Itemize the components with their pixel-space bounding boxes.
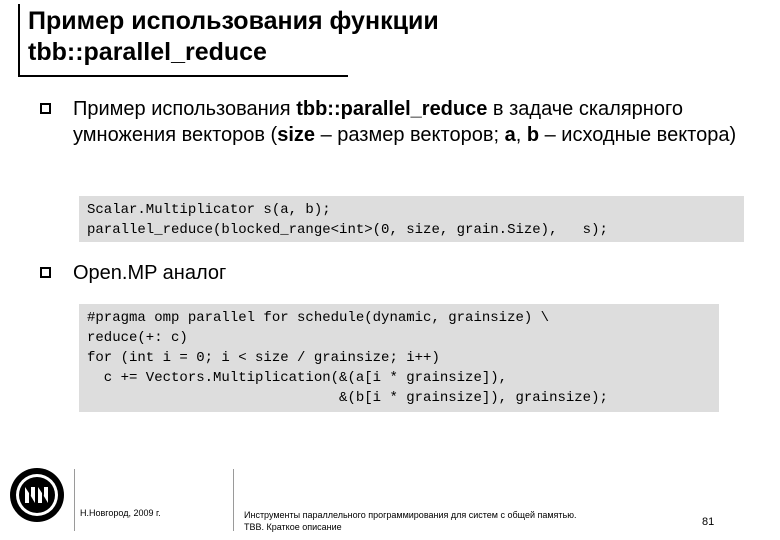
title-accent-bar <box>18 4 20 76</box>
bullet1-bold-func: tbb::parallel_reduce <box>296 98 488 120</box>
code-line: &(b[i * grainsize]), grainsize); <box>87 390 608 406</box>
bullet-text-1 <box>73 96 763 148</box>
bullet1-part: – исходные вектора) <box>539 124 737 146</box>
code-line: #pragma omp parallel for schedule(dynamic, grainsize) \ <box>87 310 550 326</box>
footer-course-line2: TBB. Краткое описание <box>244 522 342 532</box>
bullet1-part: , <box>515 124 527 146</box>
footer-city-year: Н.Новгород, 2009 г. <box>80 508 161 518</box>
bullet1-part: в задаче скалярного умножения векторов ( <box>73 98 683 146</box>
slide-title-line2: tbb::parallel_reduce <box>28 38 267 66</box>
bullet1-part: – размер векторов; <box>315 124 505 146</box>
bullet1-bold-b: b <box>526 124 540 146</box>
bullet-text-2: Open.MP аналог <box>73 262 227 284</box>
code-line: parallel_reduce(blocked_range<int>(0, size, grain.Size), s); <box>87 222 608 238</box>
slide-title <box>28 6 748 68</box>
code-line: reduce(+: c) <box>87 330 188 346</box>
bullet1-part: Пример использования <box>73 98 297 120</box>
code-line: c += Vectors.Multiplication(&(a[i * grainsize]), <box>87 370 508 386</box>
footer-divider <box>233 469 234 531</box>
page-number: 81 <box>702 516 715 528</box>
bullet1-bold-a: a <box>504 124 516 146</box>
footer-course-line1: Инструменты параллельного программирования для систем с общей памятью. <box>244 510 577 520</box>
code-block-tbb <box>79 196 744 242</box>
code-line: Scalar.Multiplicator s(a, b); <box>87 202 331 218</box>
checkbox-bullet-icon <box>40 265 56 281</box>
code-block-openmp <box>79 304 719 412</box>
slide-title-line1: Пример использования функции <box>28 7 439 35</box>
title-underline <box>18 75 348 77</box>
bullet1-bold-size: size <box>277 124 316 146</box>
checkbox-bullet-icon <box>40 101 56 117</box>
university-logo-icon <box>8 466 66 524</box>
footer-divider <box>74 469 75 531</box>
code-line: for (int i = 0; i < size / grainsize; i++) <box>87 350 440 366</box>
footer-course-title <box>244 509 664 533</box>
